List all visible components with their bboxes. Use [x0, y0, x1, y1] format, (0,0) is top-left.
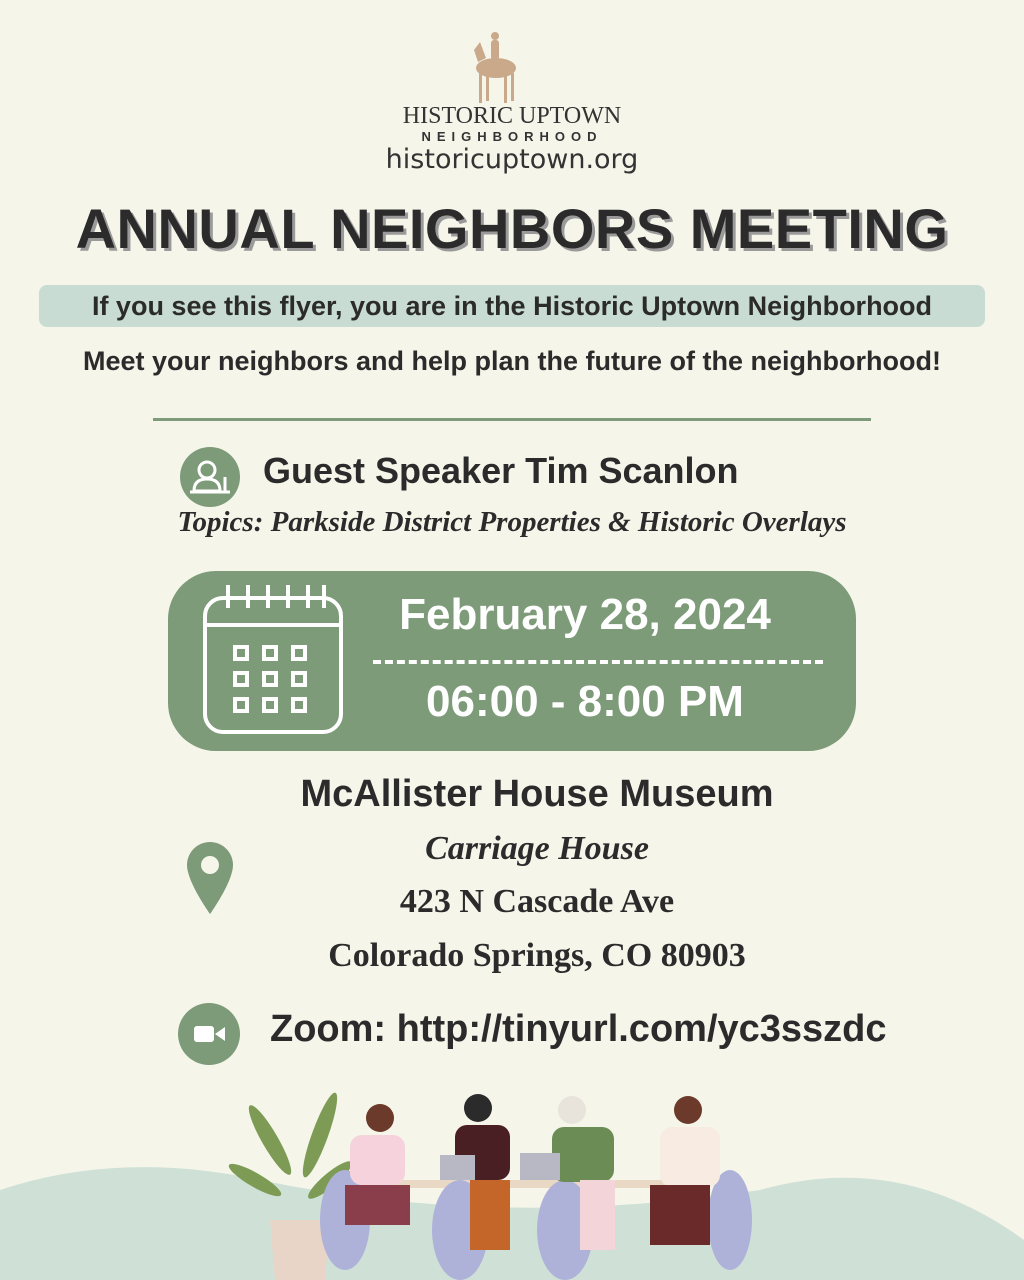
logo-title: HISTORIC UPTOWN: [402, 103, 622, 129]
statue-logo-icon: [466, 28, 526, 108]
calendar-icon: [200, 580, 346, 740]
people-meeting-illustration: [0, 1080, 1024, 1280]
event-time: 06:00 - 8:00 PM: [426, 677, 744, 726]
website-link[interactable]: historicuptown.org: [385, 144, 639, 175]
venue-room: Carriage House: [425, 830, 649, 867]
logo-subtitle: NEIGHBORHOOD: [421, 129, 603, 144]
event-date: February 28, 2024: [399, 590, 771, 639]
venue-city: Colorado Springs, CO 80903: [328, 937, 746, 974]
zoom-link[interactable]: Zoom: http://tinyurl.com/yc3sszdc: [270, 1008, 887, 1050]
video-camera-icon: [178, 1003, 240, 1065]
tagline: Meet your neighbors and help plan the future of the neighborhood!: [83, 346, 941, 376]
page-title: ANNUAL NEIGHBORS MEETING: [75, 197, 949, 260]
speaker-topics: Topics: Parkside District Properties & Historic Overlays: [177, 506, 847, 538]
neighborhood-banner: If you see this flyer, you are in the Historic Uptown Neighborhood: [39, 285, 985, 327]
venue-street: 423 N Cascade Ave: [399, 883, 675, 920]
dashed-divider: [373, 660, 823, 664]
guest-speaker: Guest Speaker Tim Scanlon: [263, 450, 739, 491]
speaker-icon: [180, 447, 240, 507]
venue-name: McAllister House Museum: [300, 773, 774, 815]
divider: [153, 418, 871, 421]
